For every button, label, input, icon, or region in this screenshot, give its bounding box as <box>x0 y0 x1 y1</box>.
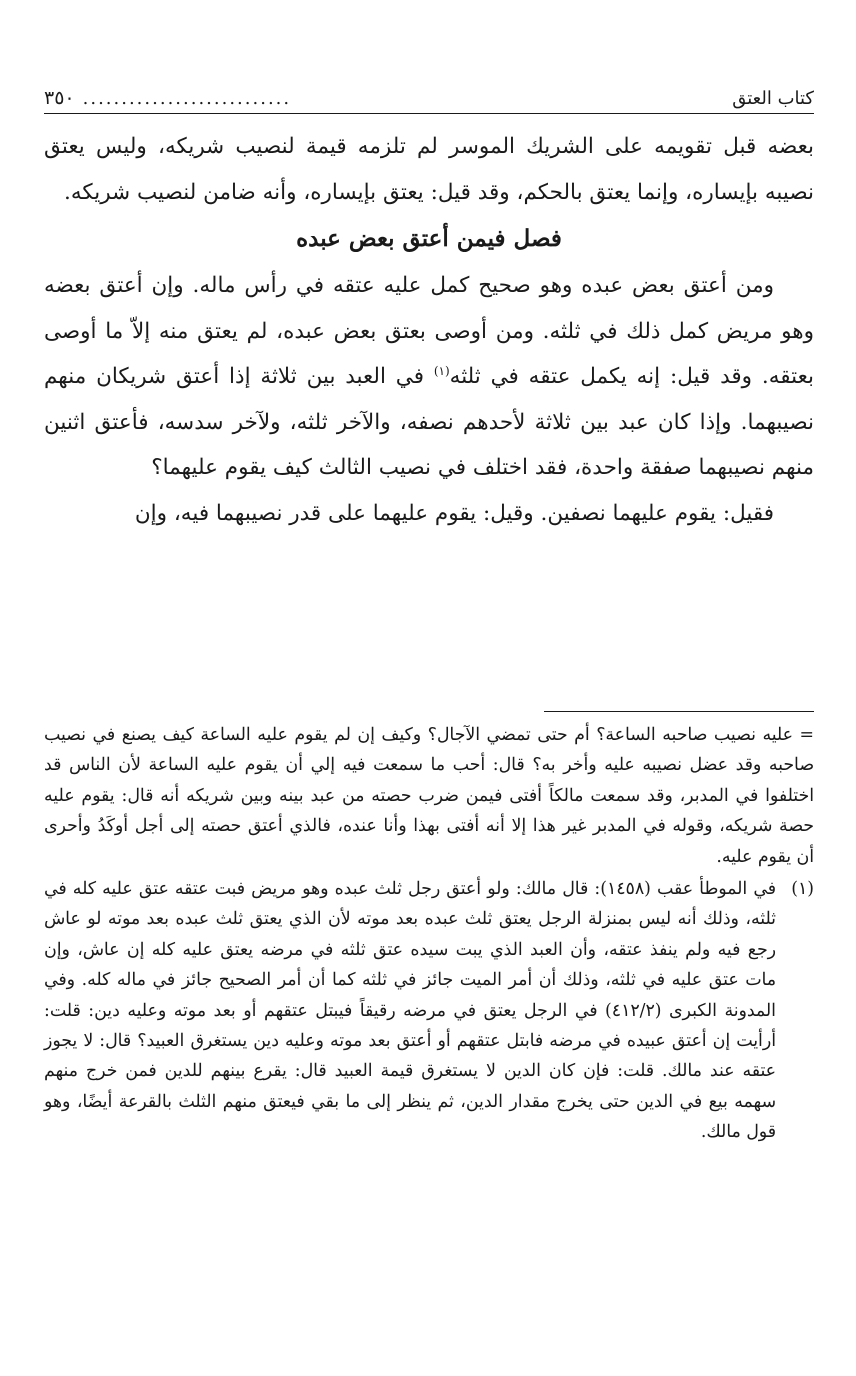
running-header <box>44 74 814 114</box>
chapter-title: كتاب العتق <box>732 88 814 109</box>
footnote-1-text: في الموطأ عقب (١٤٥٨): قال مالك: ولو أعتق رجل ثلث عبده وهو مريض فبت عتقه عتق عليه كله في ثلثه، وذلك أنه ليس بمنزلة الرجل يعتق ثلث عبده بعد موته لأن الذي يعتق ثلث عبده بعد موته لو عاش رجع فيه ولم ينفذ عتقه، وأن العبد الذي يبت سيده عتق ثلثه في مرضه يعتق عليه كله إن عاش، وإن مات عتق عليه في ثلثه، وذلك أن أمر الميت جائز في ثلثه كما أن أمر الصحيح جائز في ماله كله. وفي المدونة الكبرى (٤١٢/٢) في الرجل يعتق في مرضه رقيقاً فيبتل عتقهم أو بعد موته وعليه دين: قلت: أرأيت إن أعتق عبيده في مرضه فابتل عتقهم أو أعتق بعد موته وعليه دين يستغرق العبيد؟ قال: لا يجوز عتقه عند مالك. قلت: فإن كان الدين لا يستغرق قيمة العبيد قال: يقرع بينهم للدين فمن خرج منهم سهمه بيع في الدين حتى يخرج مقدار الدين، ثم ينظر إلى ما بقي فيعتق منهم الثلث بالقرعة أيضًا، وهو قول مالك. <box>44 879 776 1143</box>
leader-dots: ........................... <box>82 88 292 109</box>
paragraph-text-part2: في العبد بين ثلاثة إذا أعتق شريكان منهم نصيبهما. وإذا كان عبد بين ثلاثة لأحدهم نصفه، والآخر ثلثه، ولآخر سدسه، فأعتق اثنين منهم نصيبهما صفقة واحدة، فقد اختلف في نصيب الثالث كيف يقوم عليهما؟ <box>44 364 814 480</box>
page-number: ٣٥٠ <box>44 87 75 109</box>
footnote-separator <box>544 711 814 712</box>
footnotes <box>44 720 814 1148</box>
paragraph-opinions: فقيل: يقوم عليهما نصفين. وقيل: يقوم عليهما على قدر نصيبهما فيه، وإن <box>134 500 774 526</box>
footnote-continuation: = عليه نصيب صاحبه الساعة؟ أم حتى تمضي الآجال؟ وكيف إن لم يقوم عليه الساعة كيف يصنع في نصيب صاحبه وقد عضل نصيبه عليه وأخر به؟ قال: أحب ما سمعت فيه إلي أن يقوم عليه الساعة لأن الناس قد اختلفوا في المدبر، وقد سمعت مالكاً أفتى فيمن ضرب حصته من عبد بينه وبين شريكه أنه قال: يقوم عليه حصة شريكه، وقوله في المدبر غير هذا إلا أنه أفتى بهذا وأنا عنده، فالذي أعتق حصته إلى أجل أوكَدُ وأحرى أن يقوم عليه. <box>44 725 814 867</box>
paragraph-section-body <box>44 263 814 491</box>
main-text <box>44 124 814 536</box>
footnote-1-number: (١) <box>791 879 814 900</box>
footnote-marker: (١) <box>433 363 450 378</box>
footnote-1 <box>44 874 814 1148</box>
section-heading: فصل فيمن أعتق بعض عبده <box>296 225 562 252</box>
paragraph-continuation: بعضه قبل تقويمه على الشريك الموسر لم تلزمه قيمة لنصيب شريكه، وليس يعتق نصيبه بإيساره، وإنما يعتق بالحكم، وقد قيل: يعتق بإيساره، وأنه ضامن لنصيب شريكه. <box>44 134 814 205</box>
paragraph-text-part1: ومن أعتق بعض عبده وهو صحيح كمل عليه عتقه في رأس ماله. وإن أعتق بعضه وهو مريض كمل ذلك في ثلثه. ومن أوصى بعتق بعض عبده، لم يعتق منه إلاّ ما أوصى بعتقه. وقد قيل: إنه يكمل عتقه في ثلثه <box>44 273 814 389</box>
